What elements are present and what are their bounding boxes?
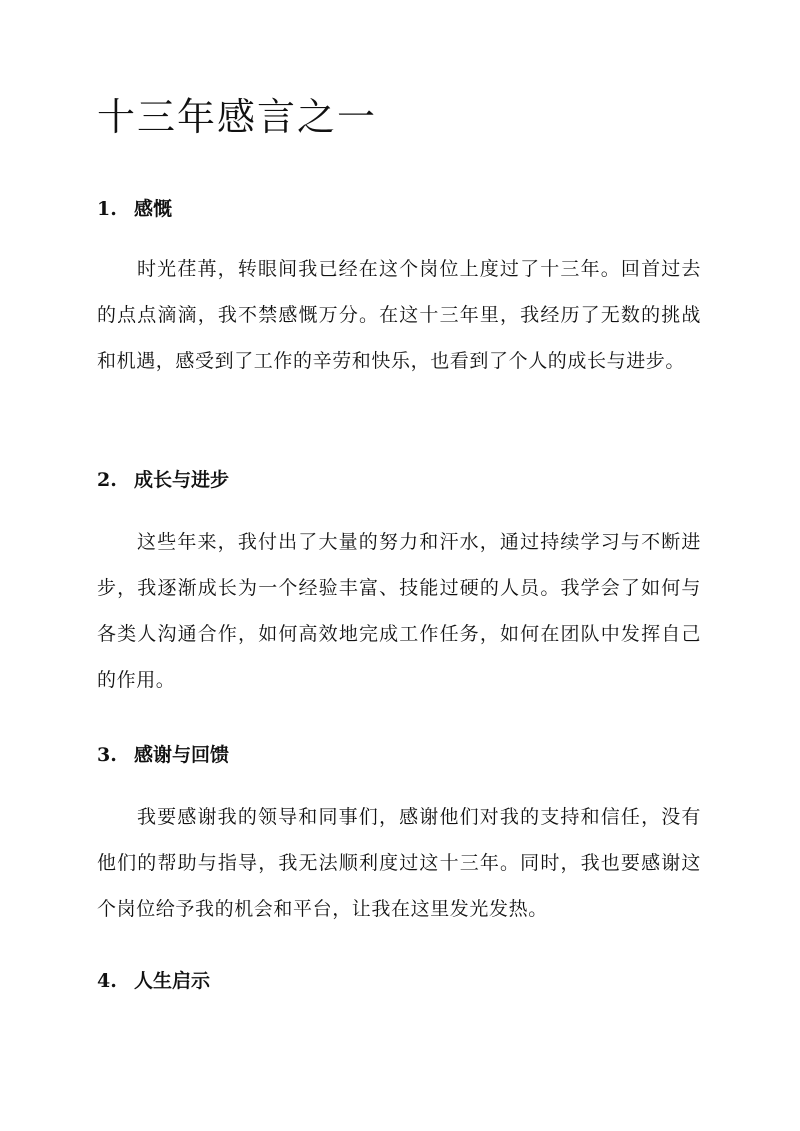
section-heading-text: 感慨	[134, 198, 173, 220]
section-paragraph: 时光荏苒，转眼间我已经在这个岗位上度过了十三年。回首过去的点点滴滴，我不禁感慨万分。在这十三年里，我经历了无数的挑战和机遇，感受到了工作的辛劳和快乐，也看到了个人的成长与进步。	[97, 258, 701, 372]
section-heading	[97, 465, 229, 495]
section-number: 1.	[97, 198, 117, 220]
section-number: 4.	[97, 970, 117, 992]
section-heading	[97, 966, 210, 996]
section-paragraph: 这些年来，我付出了大量的努力和汗水，通过持续学习与不断进步，我逐渐成长为一个经验丰富、技能过硬的人员。我学会了如何与各类人沟通合作，如何高效地完成工作任务，如何在团队中发挥自己的作用。	[97, 531, 701, 691]
section-paragraph: 我要感谢我的领导和同事们，感谢他们对我的支持和信任，没有他们的帮助与指导，我无法顺利度过这十三年。同时，我也要感谢这个岗位给予我的机会和平台，让我在这里发光发热。	[97, 806, 701, 920]
section-heading-text: 成长与进步	[134, 469, 230, 491]
section-heading	[97, 194, 172, 224]
section-number: 3.	[97, 744, 117, 766]
section-heading-text: 感谢与回馈	[134, 744, 230, 766]
section-heading-text: 人生启示	[134, 970, 211, 992]
document-title: 十三年感言之一	[97, 95, 378, 139]
section-number: 2.	[97, 469, 117, 491]
section-heading	[97, 740, 229, 770]
